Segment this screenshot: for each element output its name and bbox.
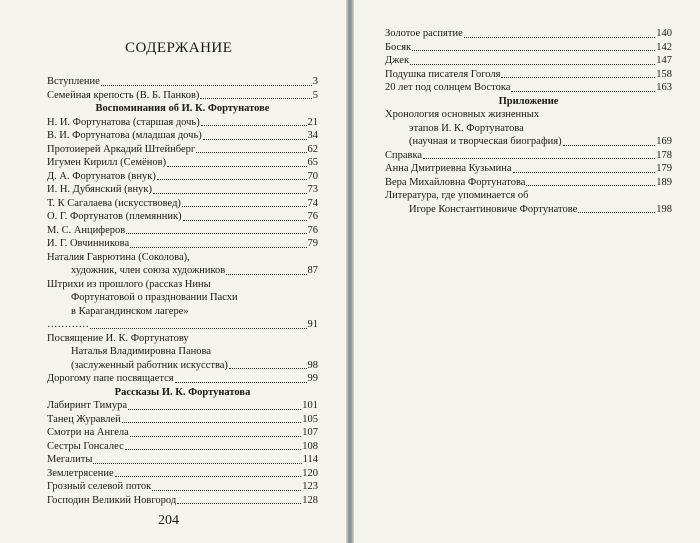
toc-entry-page: 142 bbox=[656, 41, 672, 53]
toc-entry-title: Подушка писателя Гоголя bbox=[385, 68, 501, 80]
toc-entry bbox=[385, 203, 672, 217]
toc-entry bbox=[47, 210, 318, 224]
toc-entry bbox=[47, 143, 318, 157]
section-heading-text: Воспоминания об И. К. Фортунатове bbox=[95, 103, 270, 114]
toc-entry-page: 76 bbox=[307, 211, 318, 222]
dot-leader bbox=[177, 503, 301, 504]
dot-leader bbox=[175, 382, 307, 383]
toc-entry-page: 107 bbox=[302, 427, 318, 438]
toc-section-heading bbox=[385, 95, 672, 109]
toc-entry bbox=[47, 359, 318, 373]
toc-entry-title: (научная и творческая биография) bbox=[409, 136, 562, 147]
toc-entry-title: Вера Михайловна Фортунатова bbox=[385, 176, 526, 188]
toc-entry-title: Анна Дмитриевна Кузьмина bbox=[385, 163, 512, 174]
toc-entry bbox=[47, 467, 318, 481]
dot-leader bbox=[196, 152, 306, 153]
toc-entry-page: 128 bbox=[302, 494, 318, 506]
dot-leader bbox=[167, 166, 306, 167]
toc-entry-title: Мегалиты bbox=[47, 454, 93, 465]
toc-entry-page: 3 bbox=[312, 76, 318, 87]
toc-entry-page: 147 bbox=[656, 55, 672, 66]
dot-leader bbox=[182, 206, 307, 207]
dot-leader bbox=[157, 179, 307, 180]
toc-entry bbox=[47, 224, 318, 238]
dot-leader bbox=[153, 193, 306, 194]
dot-leader bbox=[101, 85, 312, 86]
toc-entry-title: 20 лет под солнцем Востока bbox=[385, 82, 511, 93]
toc-entry-title: ………… bbox=[47, 319, 89, 330]
toc-entry-title: Сестры Гонсалес bbox=[47, 440, 124, 452]
toc-entry bbox=[47, 197, 318, 211]
toc-entry-page: 34 bbox=[307, 130, 318, 141]
toc-entry bbox=[385, 68, 672, 82]
toc-entry-page: 158 bbox=[656, 68, 672, 80]
toc-entry-page: 65 bbox=[307, 157, 318, 168]
toc-entry-title: Грозный селевой поток bbox=[47, 481, 152, 492]
toc-entry bbox=[47, 264, 318, 278]
toc-entry-title: Протоиерей Аркадий Штейнберг bbox=[47, 143, 196, 155]
toc-entry-title: Джек bbox=[385, 55, 410, 66]
toc-entry-page: 120 bbox=[302, 467, 318, 479]
toc-entry bbox=[385, 135, 672, 149]
toc-entry bbox=[47, 75, 318, 89]
toc-entry-title: Господин Великий Новгород bbox=[47, 494, 177, 506]
toc-entry-title: В. И. Фортунатова (младшая дочь) bbox=[47, 130, 202, 141]
dot-leader bbox=[183, 220, 307, 221]
toc-entry bbox=[47, 237, 318, 251]
toc-entry-title: Вступление bbox=[47, 76, 100, 87]
toc-entry bbox=[47, 89, 318, 103]
toc-entry-page: 123 bbox=[302, 481, 318, 492]
toc-entry-page: 99 bbox=[307, 373, 318, 384]
dot-leader bbox=[128, 409, 301, 410]
toc-entry-title: Землетрясение bbox=[47, 467, 114, 479]
toc-continuation-line: Фортунатовой о праздновании Пасхи bbox=[71, 292, 238, 303]
toc-entry-title: Игоре Константиновиче Фортунатове bbox=[409, 203, 578, 215]
toc-continuation-line: Хронология основных жизненных bbox=[385, 109, 540, 120]
toc-entry bbox=[47, 170, 318, 184]
toc-entry-page: 179 bbox=[656, 163, 672, 174]
toc-entry-page: 62 bbox=[307, 143, 318, 155]
toc-entry-page: 101 bbox=[302, 400, 318, 411]
toc-entry-page: 163 bbox=[656, 82, 672, 93]
dot-leader bbox=[578, 212, 655, 213]
toc-entry-title: Д. А. Фортунатов (внук) bbox=[47, 170, 156, 182]
dot-leader bbox=[412, 50, 655, 51]
dot-leader bbox=[130, 436, 301, 437]
toc-entry bbox=[47, 453, 318, 467]
toc-entry-title: Босяк bbox=[385, 41, 412, 53]
toc-entry-page: 87 bbox=[307, 265, 318, 276]
toc-entry-page: 91 bbox=[307, 319, 318, 330]
dot-leader bbox=[526, 185, 655, 186]
toc-entry bbox=[47, 129, 318, 143]
toc-entry-page: 189 bbox=[656, 176, 672, 188]
toc-section-heading bbox=[47, 102, 318, 116]
toc-entry bbox=[385, 176, 672, 190]
dot-leader bbox=[513, 172, 656, 173]
toc-entry bbox=[385, 41, 672, 55]
toc-entry-title: Семейная крепость (В. Б. Панков) bbox=[47, 89, 200, 101]
page-number: 204 bbox=[158, 513, 179, 528]
toc-entry-title: художник, член союза художников bbox=[71, 265, 226, 276]
toc-continuation-line: Наталия Гаврютина (Соколова), bbox=[47, 251, 190, 263]
dot-leader bbox=[563, 145, 656, 146]
toc-entry bbox=[47, 318, 318, 332]
toc-entry-page: 98 bbox=[307, 359, 318, 371]
dot-leader bbox=[464, 37, 656, 38]
toc-entry-page: 169 bbox=[656, 136, 672, 147]
toc-entry-page: 198 bbox=[656, 203, 672, 215]
dot-leader bbox=[423, 158, 655, 159]
dot-leader bbox=[200, 98, 311, 99]
dot-leader bbox=[410, 64, 655, 65]
toc-entry bbox=[385, 27, 672, 41]
toc-entry bbox=[385, 162, 672, 176]
toc-entry-title: Золотое распятие bbox=[385, 28, 463, 39]
dot-leader bbox=[93, 463, 301, 464]
toc-entry bbox=[47, 372, 318, 386]
toc-entry-page: 74 bbox=[307, 197, 318, 209]
toc-entry-title: (заслуженный работник искусства) bbox=[71, 359, 228, 371]
toc-entry bbox=[385, 54, 672, 68]
section-heading-text: Рассказы И. К. Фортунатова bbox=[114, 386, 251, 398]
toc-entry-page: 5 bbox=[312, 89, 318, 101]
dot-leader bbox=[130, 247, 306, 248]
toc-entry bbox=[47, 183, 318, 197]
dot-leader bbox=[122, 422, 302, 423]
dot-leader bbox=[126, 233, 306, 234]
toc-continuation-line: этапов И. К. Фортунатова bbox=[409, 122, 524, 134]
toc-entry-title: Игумен Кирилл (Семёнов) bbox=[47, 157, 167, 168]
toc-entry-title: Танец Журавлей bbox=[47, 413, 121, 425]
toc-entry-page: 140 bbox=[656, 28, 672, 39]
toc-list-left bbox=[47, 75, 318, 507]
toc-continuation-line: Штрихи из прошлого (рассказ Нины bbox=[47, 278, 211, 290]
toc-entry-title: И. Н. Дубянский (внук) bbox=[47, 184, 153, 195]
toc-entry bbox=[47, 494, 318, 508]
toc-entry-page: 70 bbox=[307, 170, 318, 182]
toc-entry-page: 21 bbox=[307, 116, 318, 128]
section-heading-text: Приложение bbox=[498, 95, 559, 107]
dot-leader bbox=[501, 77, 655, 78]
toc-entry bbox=[47, 116, 318, 130]
toc-continuation-line: Посвящение И. К. Фортунатову bbox=[47, 332, 189, 344]
left-page bbox=[0, 0, 346, 543]
toc-continuation-line: Наталья Владимировна Панова bbox=[71, 346, 212, 357]
page-title: СОДЕРЖАНИЕ bbox=[125, 40, 233, 56]
toc-entry-title: Смотри на Ангела bbox=[47, 427, 129, 438]
toc-entry-title: О. Г. Фортунатов (племянник) bbox=[47, 211, 182, 222]
toc-entry bbox=[47, 156, 318, 170]
toc-entry bbox=[47, 440, 318, 454]
toc-entry-page: 76 bbox=[307, 224, 318, 236]
toc-entry bbox=[385, 149, 672, 163]
dot-leader bbox=[125, 449, 302, 450]
toc-entry-title: Лабиринт Тимура bbox=[47, 400, 128, 411]
toc-entry bbox=[47, 480, 318, 494]
toc-entry-page: 108 bbox=[302, 440, 318, 452]
dot-leader bbox=[152, 490, 301, 491]
toc-entry-title: Справка bbox=[385, 149, 423, 161]
toc-entry-title: И. Г. Овчинникова bbox=[47, 238, 130, 249]
toc-entry-page: 178 bbox=[656, 149, 672, 161]
toc-list-right bbox=[385, 27, 672, 216]
toc-continuation-line: в Карагандинском лагере» bbox=[71, 305, 189, 317]
toc-continuation-line: Литература, где упоминается об bbox=[385, 190, 529, 201]
toc-entry-title: Н. И. Фортунатова (старшая дочь) bbox=[47, 116, 200, 128]
toc-entry bbox=[385, 81, 672, 95]
toc-entry-title: Дорогому папе посвящается bbox=[47, 373, 174, 384]
toc-entry-title: М. С. Анциферов bbox=[47, 224, 126, 236]
toc-entry bbox=[47, 426, 318, 440]
dot-leader bbox=[201, 125, 307, 126]
dot-leader bbox=[226, 274, 306, 275]
dot-leader bbox=[203, 139, 307, 140]
toc-entry bbox=[47, 399, 318, 413]
toc-entry-page: 73 bbox=[307, 184, 318, 195]
dot-leader bbox=[229, 368, 307, 369]
toc-entry-title: Т. К Сагалаева (искусствовед) bbox=[47, 197, 181, 209]
toc-entry-page: 79 bbox=[307, 238, 318, 249]
dot-leader bbox=[511, 91, 655, 92]
toc-entry-page: 105 bbox=[302, 413, 318, 425]
dot-leader bbox=[90, 328, 307, 329]
toc-entry bbox=[47, 413, 318, 427]
dot-leader bbox=[115, 476, 302, 477]
book-gutter bbox=[346, 0, 354, 543]
toc-section-heading bbox=[47, 386, 318, 400]
toc-entry-page: 114 bbox=[302, 454, 318, 465]
